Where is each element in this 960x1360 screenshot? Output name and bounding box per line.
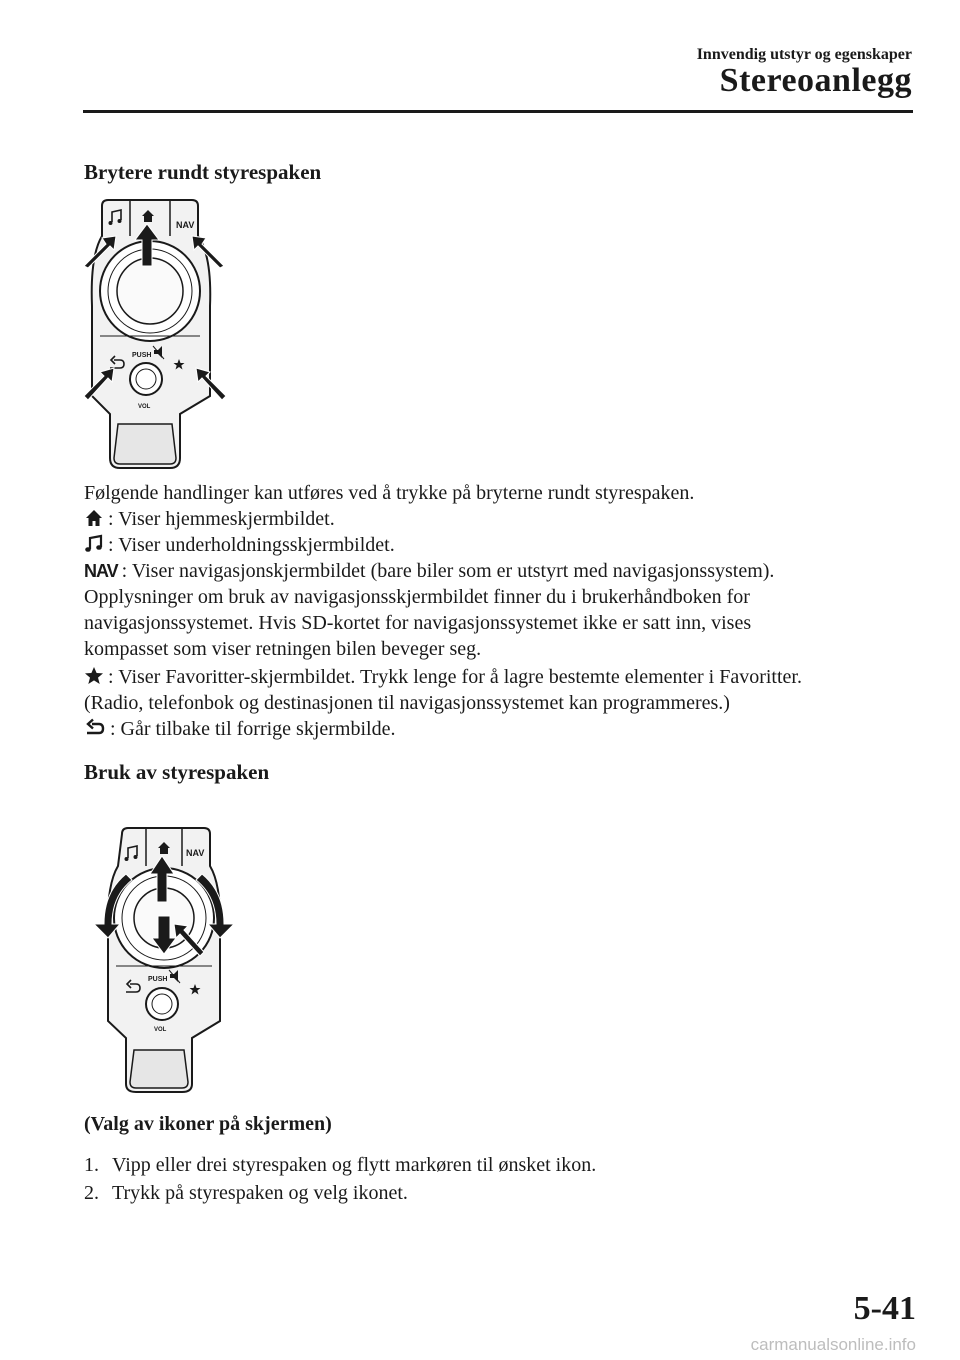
home-item bbox=[84, 506, 924, 532]
intro-text: Følgende handlinger kan utføres ved å trykke på bryterne rundt styrespaken. bbox=[84, 482, 695, 504]
volume-knob bbox=[130, 363, 162, 395]
section-heading-commander: Bruk av styrespaken bbox=[84, 760, 270, 784]
vol-label: VOL bbox=[138, 404, 151, 410]
commander-switch-illustration bbox=[80, 196, 230, 471]
step-number: 1. bbox=[84, 1154, 99, 1176]
nav-label: NAV bbox=[176, 220, 195, 230]
vol-label: VOL bbox=[154, 1027, 167, 1033]
nav-more-line-2: navigasjonssystemet. Hvis SD-kortet for navigasjonssystemet ikke er satt inn, vises bbox=[84, 612, 752, 634]
running-header-section: Innvendig utstyr og egenskaper bbox=[696, 46, 912, 63]
watermark: carmanualsonline.info bbox=[750, 1335, 916, 1354]
volume-knob bbox=[146, 988, 178, 1020]
step-text: Vipp eller drei styrespaken og flytt markøren til ønsket ikon. bbox=[112, 1154, 597, 1176]
nav-more-line-1: Opplysninger om bruk av navigasjonsskjermbildet finner du i brukerhåndboken for bbox=[84, 586, 750, 608]
favorites-item bbox=[84, 664, 924, 690]
step-2 bbox=[84, 1180, 924, 1206]
subheading-icon-selection: (Valg av ikoner på skjermen) bbox=[84, 1113, 332, 1135]
section-heading-switches: Brytere rundt styrespaken bbox=[84, 160, 322, 184]
music-description: : Viser underholdningsskjermbildet. bbox=[108, 534, 395, 556]
music-item bbox=[84, 532, 924, 558]
step-1 bbox=[84, 1152, 924, 1178]
page-number: 5-41 bbox=[853, 1290, 916, 1327]
nav-item bbox=[84, 558, 924, 584]
favorites-description: : Viser Favoritter-skjermbildet. Trykk lenge for å lagre bestemte elementer i Favoritter. bbox=[108, 666, 802, 688]
home-icon bbox=[84, 508, 104, 528]
back-description: : Går tilbake til forrige skjermbilde. bbox=[110, 718, 396, 740]
nav-label: NAV bbox=[186, 848, 205, 858]
step-number: 2. bbox=[84, 1182, 99, 1204]
nav-icon: NAV bbox=[84, 561, 118, 581]
home-description: : Viser hjemmeskjermbildet. bbox=[108, 508, 335, 530]
push-label: PUSH bbox=[132, 352, 152, 359]
commander-operation-illustration bbox=[82, 826, 247, 1096]
push-label: PUSH bbox=[148, 976, 168, 983]
header-rule bbox=[83, 110, 913, 113]
back-item bbox=[84, 716, 924, 742]
back-arrow-icon bbox=[84, 718, 106, 738]
nav-more-line-3: kompasset som viser retningen bilen beveger seg. bbox=[84, 638, 482, 660]
music-note-icon bbox=[84, 534, 104, 554]
favorite-star-icon bbox=[84, 666, 104, 686]
step-text: Trykk på styrespaken og velg ikonet. bbox=[112, 1182, 408, 1204]
running-header-title: Stereoanlegg bbox=[719, 62, 912, 99]
favorites-more: (Radio, telefonbok og destinasjonen til navigasjonssystemet kan programmeres.) bbox=[84, 692, 730, 714]
nav-description: : Viser navigasjonskjermbildet (bare biler som er utstyrt med navigasjonssystem). bbox=[121, 560, 775, 582]
